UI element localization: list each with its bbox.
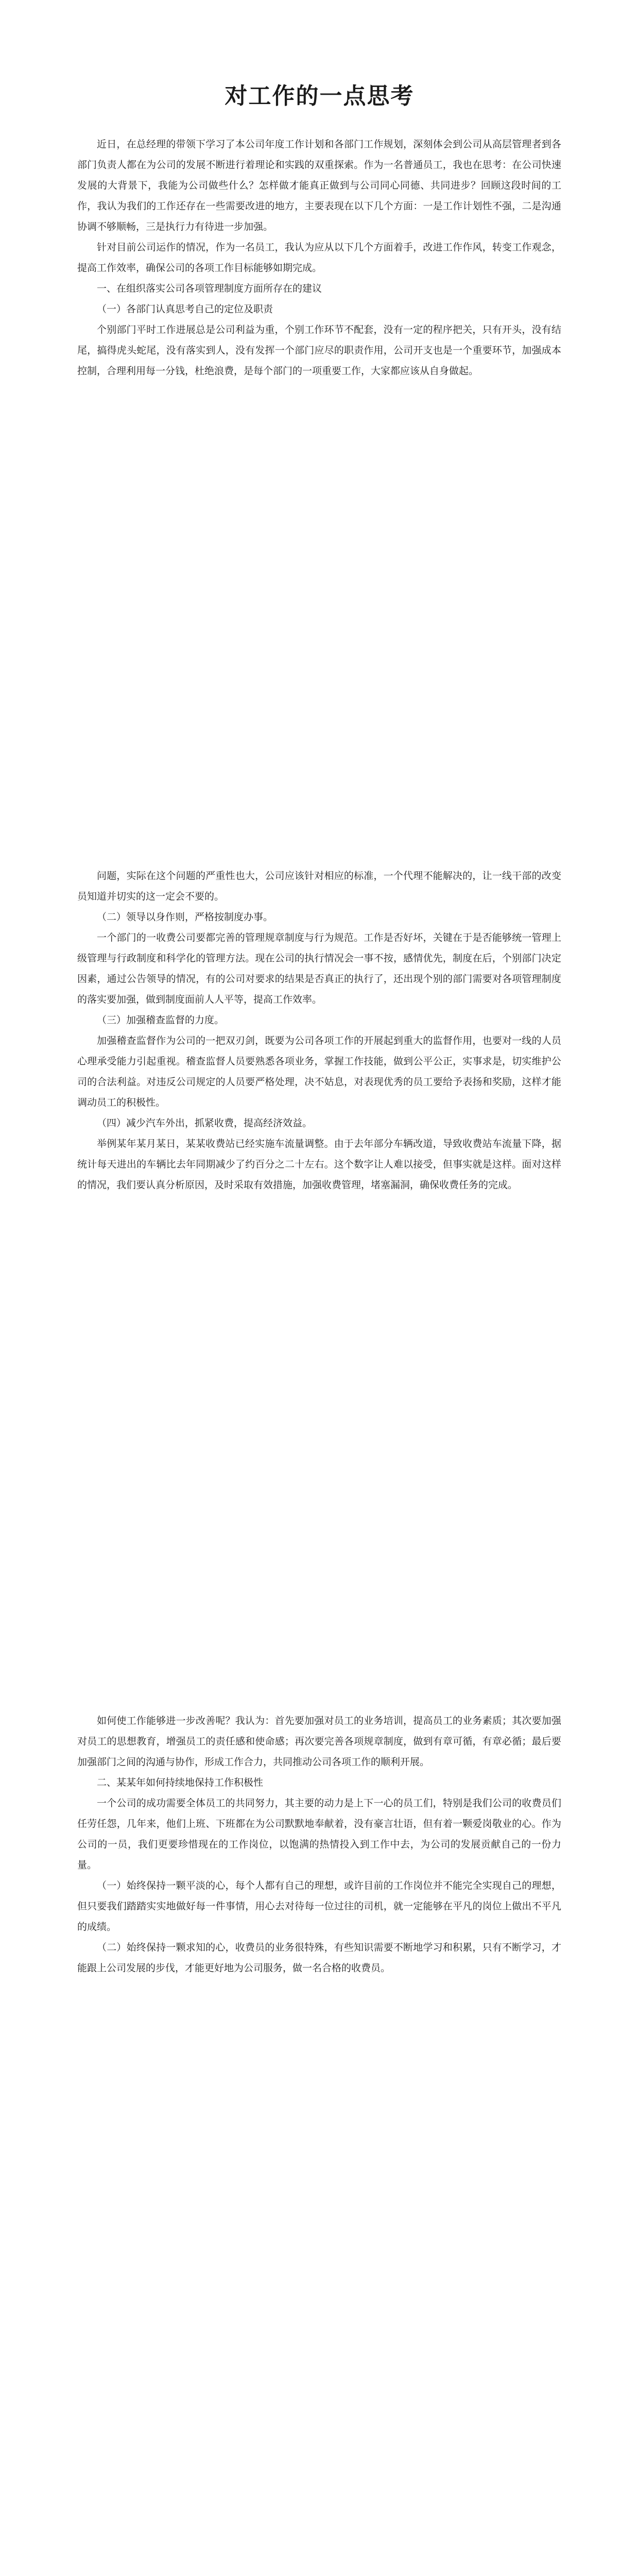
- section-heading: 二、某某年如何持续地保持工作积极性: [97, 1777, 264, 1788]
- body-paragraph: 如何使工作能够进一步改善呢？我认为：首先要加强对员工的业务培训，提高员工的业务素质；其次要加强对员工的思想教育，增强员工的责任感和使命感；再次要完善各项规章制度，做到有章可循，有章必循；最后要加强部门之间的沟通与协作，形成工作合力，共同推动公司各项工作的顺利开展。: [77, 1715, 561, 1768]
- sub-heading: （四）减少汽车外出，抓紧收费，提高经济效益。: [97, 1117, 313, 1129]
- body-paragraph: 一个公司的成功需要全体员工的共同努力，其主要的动力是上下一心的员工们，特别是我们公司的收费员们任劳任怨，几年来，他们上班、下班都在为公司默默地奉献着，没有豪言壮语，但有着一颗爱岗敬业的心。作为公司的一员，我们更要珍惜现在的工作岗位，以饱满的热情投入到工作中去，为公司的发展贡献自己的一份力量。: [77, 1798, 561, 1871]
- body-paragraph: （一）始终保持一颗平淡的心，每个人都有自己的理想，或许目前的工作岗位并不能完全实现自己的理想，但只要我们踏踏实实地做好每一件事情，用心去对待每一位过往的司机，就一定能够在平凡的岗位上做出不平凡的成绩。: [77, 1880, 561, 1933]
- body-paragraph: 加强稽查监督作为公司的一把双刃剑，既要为公司各项工作的开展起到重大的监督作用，也要对一线的人员心理承受能力引起重视。稽查监督人员要熟悉各项业务，掌握工作技能，做到公平公正，实事求是，切实维护公司的合法利益。对违反公司规定的人员要严格处理，决不姑息，对表现优秀的员工要给予表扬和奖励，这样才能调动员工的积极性。: [77, 1035, 561, 1108]
- document-title: 对工作的一点思考: [224, 83, 415, 109]
- section-heading: 一、在组织落实公司各项管理制度方面所存在的建议: [97, 283, 322, 294]
- sub-heading: （三）加强稽查监督的力度。: [97, 1014, 224, 1026]
- body-paragraph: 近日，在总经理的带领下学习了本公司年度工作计划和各部门工作规划，深刻体会到公司从高层管理者到各部门负责人都在为公司的发展不断进行着理论和实践的双重探索。作为一名普通员工，我也在思考：在公司快速发展的大背景下，我能为公司做些什么？怎样做才能真正做到与公司同心同德、共同进步？回顾这段时间的工作，我认为我们的工作还存在一些需要改进的地方，主要表现在以下几个方面：一是工作计划性不强，二是沟通协调不够顺畅，三是执行力有待进一步加强。: [77, 139, 561, 232]
- section-two-block: [77, 1710, 561, 1978]
- body-paragraph: 一个部门的一收费公司要都完善的管理规章制度与行为规范。工作是否好坏，关键在于是否能够统一管理上级管理与行政制度和科学化的管理方法。现在公司的执行情况会一事不按，感情优先，制度在后，个别部门决定因素，通过公告领导的情况，有的公司对要求的结果是否真正的执行了，还出现个别的部门需要对各项管理制度的落实要加强，做到制度面前人人平等，提高工作效率。: [77, 932, 561, 1005]
- section-one-block: [77, 866, 561, 1195]
- sub-heading: （二）领导以身作则，严格按制度办事。: [97, 911, 273, 923]
- sub-heading: （一）各部门认真思考自己的定位及职责: [97, 303, 273, 315]
- body-paragraph: （二）始终保持一颗求知的心，收费员的业务很特殊，有些知识需要不断地学习和积累，只有不断学习，才能跟上公司发展的步伐，才能更好地为公司服务，做一名合格的收费员。: [77, 1942, 561, 1974]
- body-paragraph: 问题，实际在这个问题的严重性也大，公司应该针对相应的标准，一个代理不能解决的，让一线干部的改变员知道并切实的这一定会不要的。: [77, 870, 561, 902]
- body-paragraph: 个别部门平时工作进展总是公司利益为重，个别工作环节不配套，没有一定的程序把关，只有开头，没有结尾，搞得虎头蛇尾，没有落实到人，没有发挥一个部门应尽的职责作用，公司开支也是一个重要环节，加强成本控制，合理利用每一分钱，杜绝浪费，是每个部门的一项重要工作，大家都应该从自身做起。: [77, 324, 561, 377]
- body-paragraph: 针对目前公司运作的情况，作为一名员工，我认为应从以下几个方面着手，改进工作作风，转变工作观念，提高工作效率，确保公司的各项工作目标能够如期完成。: [77, 242, 561, 274]
- intro-block: [77, 134, 561, 381]
- body-paragraph: 举例某年某月某日，某某收费站已经实施车流量调整。由于去年部分车辆改道，导致收费站车流量下降，据统计每天进出的车辆比去年同期减少了约百分之二十左右。这个数字让人难以接受，但事实就是这样。面对这样的情况，我们要认真分析原因，及时采取有效措施，加强收费管理，堵塞漏洞，确保收费任务的完成。: [77, 1138, 561, 1191]
